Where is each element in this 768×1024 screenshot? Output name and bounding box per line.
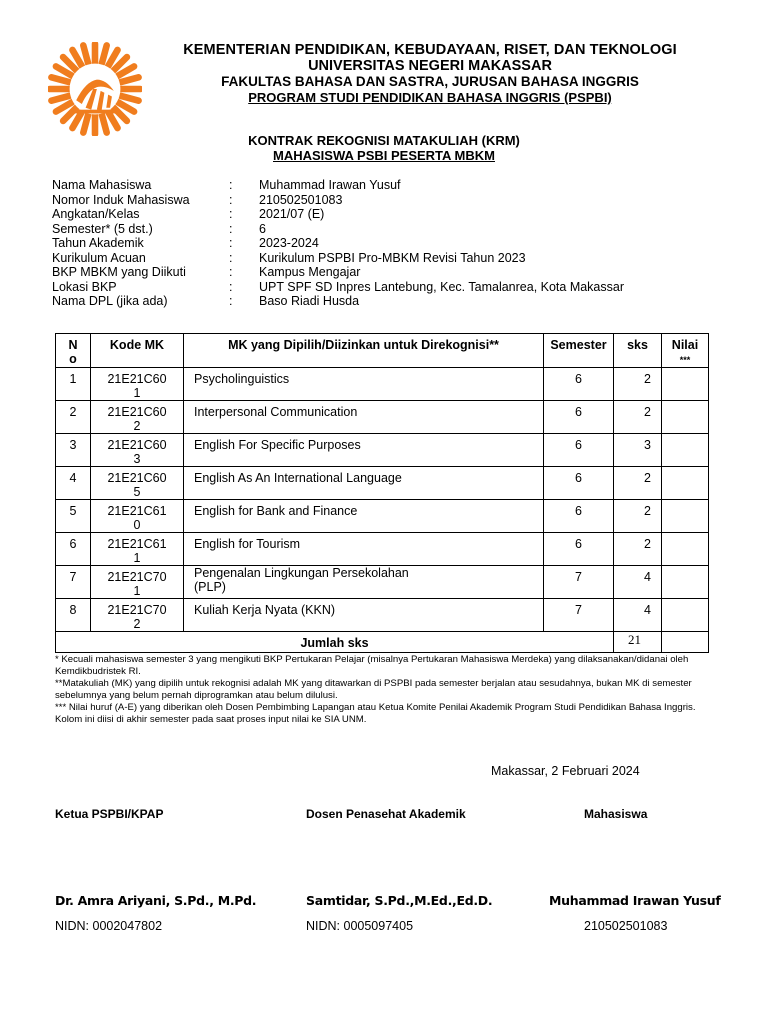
total-label: Jumlah sks <box>56 632 614 653</box>
info-label: Nama DPL (jika ada) <box>52 294 168 308</box>
document-title: KONTRAK REKOGNISI MATAKULIAH (KRM) <box>248 133 520 148</box>
col-header-nilai: Nilai *** <box>662 334 709 368</box>
table-total-row <box>56 632 709 653</box>
col-header-no: N o <box>56 334 91 368</box>
table-row: 3 21E21C60 3 English For Specific Purposes 6 3 <box>56 434 709 467</box>
table-row: 5 21E21C61 0 English for Bank and Finance 6 2 <box>56 500 709 533</box>
footnote-1: * Kecuali mahasiswa semester 3 yang mengikuti BKP Pertukaran Pelajar (misalnya Pertukaran Mahasiswa Merdeka) yang dilaksanakan/didanai oleh Kemdikbudristek RI. <box>55 654 689 677</box>
info-row <box>52 280 719 295</box>
info-label: Semester* (5 dst.) <box>52 221 153 236</box>
footnote-2: **Matakuliah (MK) yang dipilih untuk rekognisi adalah MK yang ditawarkan di PSPBI pada semester berjalan atau sesudahnya, bukan MK di semester sebelumnya yang belum pernah diprogramkan atau belum dilulusi. <box>55 678 692 701</box>
program-heading: PROGRAM STUDI PENDIDIKAN BAHASA INGGRIS (PSPBI) <box>248 90 612 105</box>
course-table <box>55 333 709 653</box>
signature-name-head: Dr. Amra Ariyani, S.Pd., M.Pd. <box>55 893 257 908</box>
table-row: 1 21E21C60 1 Psycholinguistics 6 2 <box>56 368 709 401</box>
table-row: 7 21E21C70 1 Pengenalan Lingkungan Persekolahan (PLP) 7 4 <box>56 566 709 599</box>
info-row <box>52 222 719 237</box>
info-colon: : <box>229 250 233 265</box>
student-info <box>52 178 719 309</box>
info-value: Muhammad Irawan Yusuf <box>259 178 401 192</box>
info-row <box>52 265 719 280</box>
signature-role-head: Ketua PSPBI/KPAP <box>55 807 164 821</box>
signature-id-head: NIDN: 0002047802 <box>55 919 163 933</box>
col-header-mk: MK yang Dipilih/Diizinkan untuk Direkognisi** <box>184 334 544 368</box>
footnotes <box>55 654 707 726</box>
info-value: 2021/07 (E) <box>259 207 325 221</box>
university-logo <box>48 42 142 136</box>
info-label: Lokasi BKP <box>52 279 117 294</box>
info-colon: : <box>229 236 233 250</box>
signature-role-advisor: Dosen Penasehat Akademik <box>306 807 466 821</box>
col-header-kode: Kode MK <box>91 334 184 368</box>
table-row: 6 21E21C61 1 English for Tourism 6 2 <box>56 533 709 566</box>
info-label: Tahun Akademik <box>52 236 144 250</box>
info-row <box>52 236 719 251</box>
info-row <box>52 178 719 193</box>
info-colon: : <box>229 279 233 294</box>
info-colon: : <box>229 221 233 236</box>
info-value: Kurikulum PSPBI Pro-MBKM Revisi Tahun 2023 <box>259 250 526 265</box>
info-label: Nama Mahasiswa <box>52 178 152 192</box>
info-value: 210502501083 <box>259 192 343 207</box>
document-subtitle: MAHASISWA PSBI PESERTA MBKM <box>273 148 495 163</box>
info-row <box>52 193 719 208</box>
info-value: 6 <box>259 221 266 236</box>
info-row <box>52 207 719 222</box>
ministry-heading: KEMENTERIAN PENDIDIKAN, KEBUDAYAAN, RISET, DAN TEKNOLOGI <box>183 42 677 58</box>
table-row: 2 21E21C60 2 Interpersonal Communication 6 2 <box>56 401 709 434</box>
signature-id-student: 210502501083 <box>584 919 668 933</box>
info-value: 2023-2024 <box>259 236 319 250</box>
info-colon: : <box>229 265 233 279</box>
signature-name-advisor: Samtidar, S.Pd.,M.Ed.,Ed.D. <box>306 893 493 908</box>
faculty-heading: FAKULTAS BAHASA DAN SASTRA, JURUSAN BAHASA INGGRIS <box>221 74 639 89</box>
place-date: Makassar, 2 Februari 2024 <box>491 764 640 778</box>
table-row: 4 21E21C60 5 English As An International Language 6 2 <box>56 467 709 500</box>
footnote-3: *** Nilai huruf (A-E) yang diberikan oleh Dosen Pembimbing Lapangan atau Ketua Komite Penilai Akademik Program Studi Pendidikan Bahasa Inggris. Kolom ini diisi di akhir semester pada saat proses input nilai ke SIA UNM. <box>55 702 696 725</box>
info-label: Angkatan/Kelas <box>52 207 140 221</box>
info-label: Kurikulum Acuan <box>52 250 146 265</box>
info-colon: : <box>229 178 233 192</box>
info-value: UPT SPF SD Inpres Lantebung, Kec. Tamalanrea, Kota Makassar <box>259 279 625 294</box>
info-value: Kampus Mengajar <box>259 265 361 279</box>
table-row: 8 21E21C70 2 Kuliah Kerja Nyata (KKN) 7 4 <box>56 599 709 632</box>
university-heading: UNIVERSITAS NEGERI MAKASSAR <box>308 58 552 74</box>
signature-id-advisor: NIDN: 0005097405 <box>306 919 414 933</box>
col-header-sks: sks <box>614 334 662 368</box>
col-header-semester: Semester <box>544 334 614 368</box>
info-colon: : <box>229 207 233 221</box>
table-header-row <box>56 334 709 368</box>
info-colon: : <box>229 192 233 207</box>
info-row <box>52 251 719 266</box>
info-colon: : <box>229 294 233 308</box>
total-value: 21 <box>614 632 662 653</box>
signature-name-student: Muhammad Irawan Yusuf <box>549 893 721 908</box>
info-value: Baso Riadi Husda <box>259 294 360 308</box>
info-label: Nomor Induk Mahasiswa <box>52 192 190 207</box>
info-row <box>52 294 719 309</box>
info-label: BKP MBKM yang Diikuti <box>52 265 186 279</box>
signature-role-student: Mahasiswa <box>584 807 648 821</box>
